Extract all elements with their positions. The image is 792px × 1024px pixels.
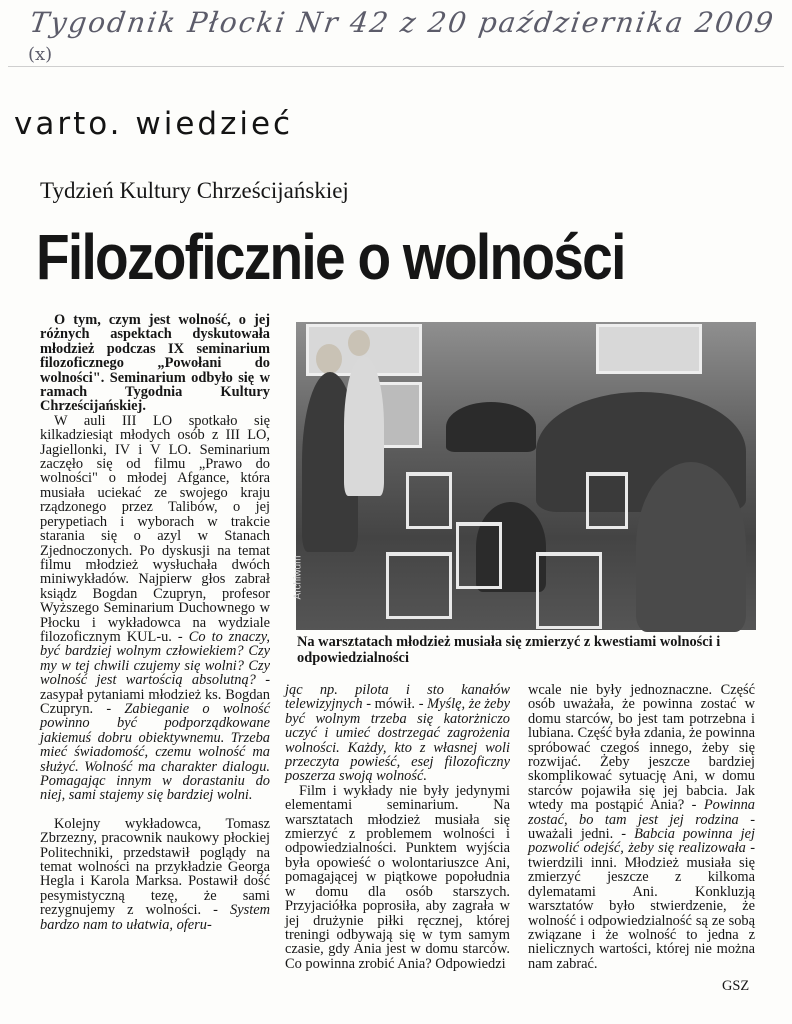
quote-czupryn-2: Zabieganie o wolność powinno być podporządkowane jakiemuś dobru obiektywnemu. Trzeba mieć świadomość, czemu wolność ma służyć. Wolność ma charakter dialogu. Pomagając innym w dorastaniu do niej, sami stajemy się bardziej wolni. bbox=[40, 700, 270, 804]
paragraph-5-text: wcale nie były jednoznaczne. Część osób uważała, że powinna zostać w domu starców, bo jest tam potrzebna i lubiana. Część była zdania, że powinna spróbować czegoś innego, żeby się rozwijać. Żeby jeszcze bardziej skomplikować sytuację Ani, w domu starców pojawiła się jej babcia. Jak wtedy ma postąpić Ania? - bbox=[528, 682, 755, 814]
photo-person-standing-2 bbox=[344, 356, 384, 496]
section-label: varto. wiedzieć bbox=[14, 106, 294, 142]
photo-chair bbox=[386, 552, 452, 619]
photo-person-head bbox=[316, 344, 342, 374]
photo-chair bbox=[586, 472, 628, 529]
quote-opinion-2: Babcia powinna jej pozwolić odejść, żeby się realizowała bbox=[528, 826, 755, 857]
paragraph-1-cont: - zasypał pytaniami młodzież ks. Bogdan Czupryn. - bbox=[40, 672, 270, 717]
article-photo bbox=[292, 322, 756, 630]
paragraph-1-text: W auli III LO spotkało się kilkadziesiąt młodych osób z III LO, Jagiellonki, IV i V LO. Seminarium zaczęło się od filmu „Prawo do wolności" o młodej Afgance, która musiała uciekać ze swojego kraju rządzonego przez Talibów, o jej perypetiach i wyborach w trakcie starania się o azyl w Stanach Zjednoczonych. Po dyskusji na temat filmu młodzież wysłuchała dwóch miniwykładów. Najpierw głos zabrał ksiądz Bogdan Czupryn, profesor Wyższego Seminarium Duchownego w Płocku i wykładowca na wydziale filozoficznym KUL-u. - bbox=[40, 412, 270, 645]
author-signature: GSZ bbox=[722, 978, 750, 994]
photo-chair bbox=[406, 472, 452, 529]
photo-credit: Archiwum bbox=[292, 555, 304, 600]
photo-seated-group bbox=[446, 402, 536, 452]
handwritten-source-note: Tygodnik Płocki Nr 42 z 20 października 2009 bbox=[27, 6, 777, 39]
article-kicker: Tydzień Kultury Chrześcijańskiej bbox=[40, 178, 349, 203]
quote-zbrzezny-2: jąc np. pilota i sto kanałów telewizyjnych bbox=[285, 682, 510, 713]
photo-caption: Na warsztatach młodzież musiała się zmierzyć z kwestiami wolności i odpowiedzialności bbox=[297, 634, 721, 666]
paragraph-2 bbox=[40, 817, 270, 932]
photo-chair bbox=[536, 552, 602, 629]
article-column-3 bbox=[528, 683, 755, 971]
article-headline: Filozoficznie o wolności bbox=[36, 221, 625, 293]
paragraph-4: Film i wykłady nie były jedynymi elementami seminarium. Na warsztatach młodzież musiała się zmierzyć z problemem wolności i odpowiedzialności. Punktem wyjścia była opowieść o wolontariuszce Ani, pomagającej w piątkowe popołudnia w domu dla osób starszych. Przyjaciółka poprosiła, aby zagrała w jej drużynie piłki ręcznej, której treningi odbywają się w tym samym czasie, gdy Ania jest w domu starców. Co powinna zrobić Ania? Odpowiedzi bbox=[285, 782, 510, 972]
article-column-1 bbox=[40, 313, 270, 932]
quote-zbrzezny-1: System bardzo nam to ułatwia, oferu- bbox=[40, 902, 270, 933]
paragraph-3 bbox=[285, 683, 510, 784]
quote-opinion-1: Powinna zostać, bo tam jest jej rodzina bbox=[528, 797, 755, 828]
handwritten-mark: (x) bbox=[28, 44, 53, 65]
article-lead: O tym, czym jest wolność, o jej różnych aspektach dyskutowała młodzież podczas IX seminarium filozoficznego „Powołani do wolności". Seminarium odbyło się w ramach Tygodnia Kultury Chrześcijańskiej. bbox=[40, 312, 270, 415]
paragraph-5-cont: - uważali jedni. - bbox=[528, 811, 755, 843]
article-column-2 bbox=[285, 683, 510, 971]
paragraph-5-end: - twierdzili inni. Młodzież musiała się zmierzyć jeszcze z kilkoma dylematami Ani. Konkluzją warsztatów było stwierdzenie, że wolność i odpowiedzialność są ze sobą związane i że wolność to jedna z nielicznych wartości, której nie można nam zabrać. bbox=[528, 840, 755, 972]
photo-person-head bbox=[348, 330, 370, 356]
photo-chair bbox=[456, 522, 502, 589]
quote-zbrzezny-3: Myślę, że żeby być wolnym trzeba się katorżniczo uczyć i umieć dostrzegać zagrożenia wolności. Każdy, kto z własnej woli przeczyta powieść, esej filozoficzny poszerza swoją wolność. bbox=[285, 696, 510, 785]
top-divider bbox=[8, 66, 784, 67]
quote-czupryn-1: Co to znaczy, być bardziej wolnym człowiekiem? Czy my w tej chwili czujemy się wolni? Czy wolność jest wartością absolutną? bbox=[40, 628, 270, 689]
paragraph-5 bbox=[528, 683, 755, 971]
paragraph-2-text: Kolejny wykładowca, Tomasz Zbrzezny, pracownik naukowy płockiej Politechniki, przedstawił poglądy na temat wolności na przykładzie Georga Hegla i Karola Marksa. Postawił dość pesymistyczną tezę, że sami rezygnujemy z wolności. - bbox=[40, 815, 270, 919]
photo-seated-person bbox=[636, 462, 746, 632]
paragraph-1 bbox=[40, 414, 270, 803]
paragraph-3-text: - mówił. - bbox=[366, 696, 424, 713]
photo-window-right bbox=[596, 324, 702, 374]
